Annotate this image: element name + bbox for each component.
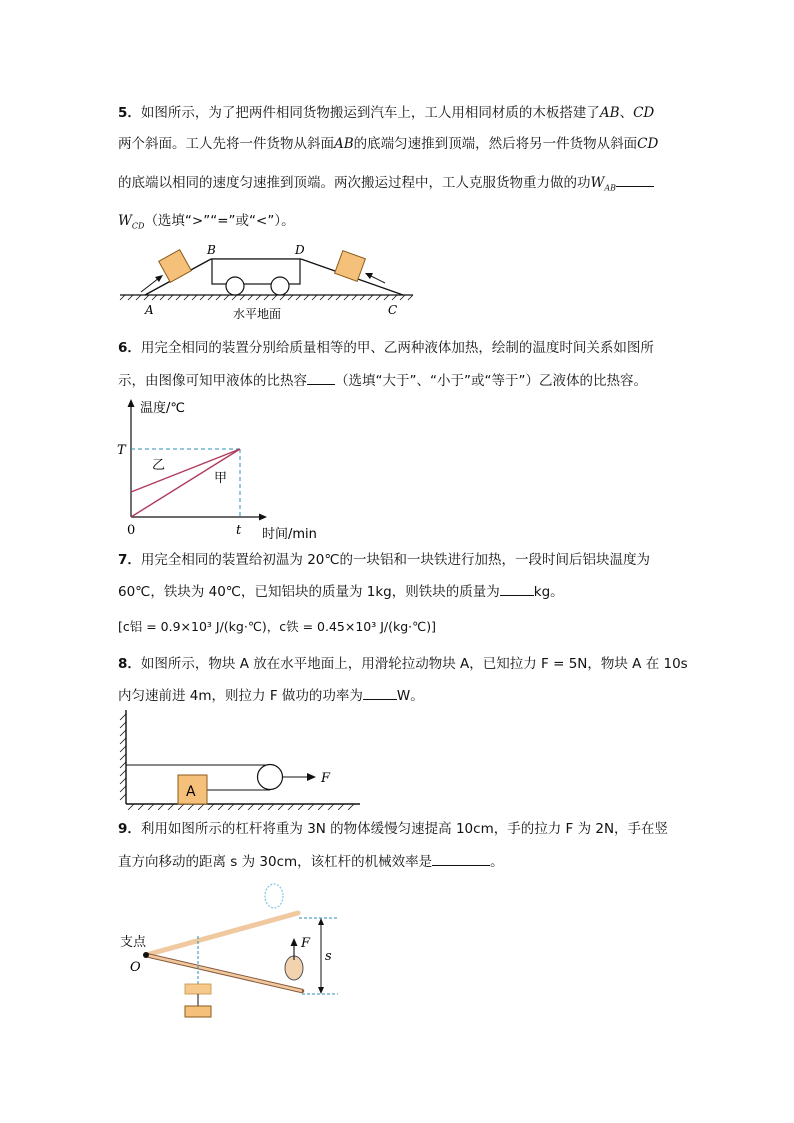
q5-line3 bbox=[118, 172, 678, 199]
q9-lever-figure bbox=[116, 880, 356, 1020]
x-axis-label: 时间/min bbox=[262, 527, 317, 542]
label-d: D bbox=[295, 243, 305, 257]
q5-line4 bbox=[118, 211, 678, 237]
q5-text-4: （选填“>”“=”或“<”）。 bbox=[144, 213, 295, 229]
q7-answer-blank[interactable] bbox=[500, 581, 534, 596]
hand-raised-icon bbox=[265, 884, 283, 908]
tick-label-t: t bbox=[236, 523, 242, 538]
q7-text-1: 用完全相同的装置给初温为 20℃的一块铝和一块铁进行加热，一段时间后铝块温度为 bbox=[140, 552, 651, 568]
q5-line2 bbox=[118, 134, 678, 154]
q8-answer-blank[interactable] bbox=[363, 685, 397, 700]
label-a: A bbox=[145, 303, 154, 317]
y-axis-label: 温度/℃ bbox=[140, 401, 185, 416]
q5-cd: CD bbox=[633, 105, 655, 121]
q6-answer-blank[interactable] bbox=[307, 370, 335, 385]
q5-text-3: 的底端以相同的速度匀速推到顶端。两次搬运过程中，工人克服货物重力做的功 bbox=[118, 175, 591, 191]
force-label-f: F bbox=[321, 771, 331, 786]
q6-temperature-chart bbox=[112, 396, 327, 544]
truck-wheel bbox=[271, 277, 289, 295]
q9-answer-blank[interactable] bbox=[432, 851, 490, 866]
q5-sep: 、 bbox=[619, 105, 634, 121]
q5-answer-blank[interactable] bbox=[616, 172, 654, 187]
q9-text-2a: 直方向移动的距离 s 为 30cm，该杠杆的机械效率是 bbox=[118, 854, 433, 870]
q5-cd-2: CD bbox=[637, 136, 659, 152]
q7-text-2b: kg。 bbox=[533, 584, 564, 600]
origin-label: 0 bbox=[127, 523, 136, 538]
q5-number: 5． bbox=[118, 105, 141, 121]
q6-line2 bbox=[118, 370, 678, 391]
q6-text-1: 用完全相同的装置分别给质量相等的甲、乙两种液体加热，绘制的温度时间关系如图所 bbox=[140, 340, 654, 356]
q6-text-2a: 示，由图像可知甲液体的比热容 bbox=[118, 373, 307, 389]
q8-text-2a: 内匀速前进 4m，则拉力 F 做功的功率为 bbox=[118, 688, 363, 704]
q5-w-cd: W bbox=[118, 213, 132, 229]
q7-line2 bbox=[118, 581, 678, 602]
pulley bbox=[258, 765, 283, 790]
label-c: C bbox=[388, 303, 398, 317]
q8-line1 bbox=[118, 654, 688, 674]
lever-raised bbox=[146, 913, 298, 955]
q9-line1 bbox=[118, 819, 678, 839]
label-o: O bbox=[130, 960, 141, 975]
q5-ab-2: AB bbox=[334, 136, 354, 152]
q5-w-cd-sub: CD bbox=[131, 221, 145, 231]
block-a-label: A bbox=[186, 784, 196, 800]
q9-text-2b: 。 bbox=[490, 854, 504, 870]
q8-pulley-figure bbox=[114, 708, 364, 810]
q6-line1 bbox=[118, 338, 678, 358]
q7-text-2a: 60℃，铁块为 40℃，已知铝块的质量为 1kg，则铁块的质量为 bbox=[118, 584, 500, 600]
weight bbox=[185, 1006, 211, 1017]
q6-text-2b: （选填“大于”、“小于”或“等于”）乙液体的比热容。 bbox=[335, 373, 647, 389]
q5-text-1: 如图所示，为了把两件相同货物搬运到汽车上，工人用相同材质的木板搭建了 bbox=[140, 105, 600, 121]
q7-line3 bbox=[118, 617, 678, 637]
force-label-f: F bbox=[301, 936, 311, 951]
label-ground: 水平地面 bbox=[233, 307, 282, 321]
weight-raised bbox=[185, 984, 211, 994]
pivot-label: 支点 bbox=[120, 935, 147, 950]
series-label-yi: 乙 bbox=[152, 458, 166, 473]
q9-line2 bbox=[118, 851, 678, 872]
truck-wheel bbox=[226, 277, 244, 295]
q9-text-1: 利用如图所示的杠杆将重为 3N 的物体缓慢匀速提高 10cm，手的拉力 F 为 2N，手在竖 bbox=[140, 821, 669, 837]
q5-line1 bbox=[118, 103, 678, 123]
q7-constants: [c铝 = 0.9×10³ J/(kg·℃)，c铁 = 0.45×10³ J/(kg·℃)] bbox=[118, 619, 436, 634]
q7-line1 bbox=[118, 550, 678, 570]
q6-number: 6． bbox=[118, 340, 141, 356]
q8-line2 bbox=[118, 685, 678, 706]
q5-text-2a: 两个斜面。工人先将一件货物从斜面 bbox=[118, 136, 334, 152]
q5-w-ab-sub: AB bbox=[604, 183, 617, 193]
label-b: B bbox=[207, 243, 216, 257]
cargo-box-ab bbox=[159, 250, 192, 283]
q8-number: 8． bbox=[118, 656, 141, 672]
q5-ab: AB bbox=[599, 105, 620, 121]
q5-w-ab: W bbox=[590, 175, 605, 191]
q9-number: 9． bbox=[118, 821, 141, 837]
distance-label-s: s bbox=[325, 949, 332, 964]
tick-label-T: T bbox=[117, 443, 126, 458]
q5-text-2b: 的底端匀速推到顶端，然后将另一件货物从斜面 bbox=[353, 136, 638, 152]
cargo-box-cd bbox=[335, 251, 366, 282]
q5-ramp-figure bbox=[115, 238, 420, 324]
pivot-point bbox=[143, 952, 149, 958]
q8-text-2b: W。 bbox=[396, 688, 424, 704]
q8-text-1: 如图所示，物块 A 放在水平地面上，用滑轮拉动物块 A，已知拉力 F = 5N，物块 A 在 10s bbox=[140, 656, 688, 672]
series-label-jia: 甲 bbox=[214, 471, 228, 486]
q7-number: 7． bbox=[118, 552, 141, 568]
